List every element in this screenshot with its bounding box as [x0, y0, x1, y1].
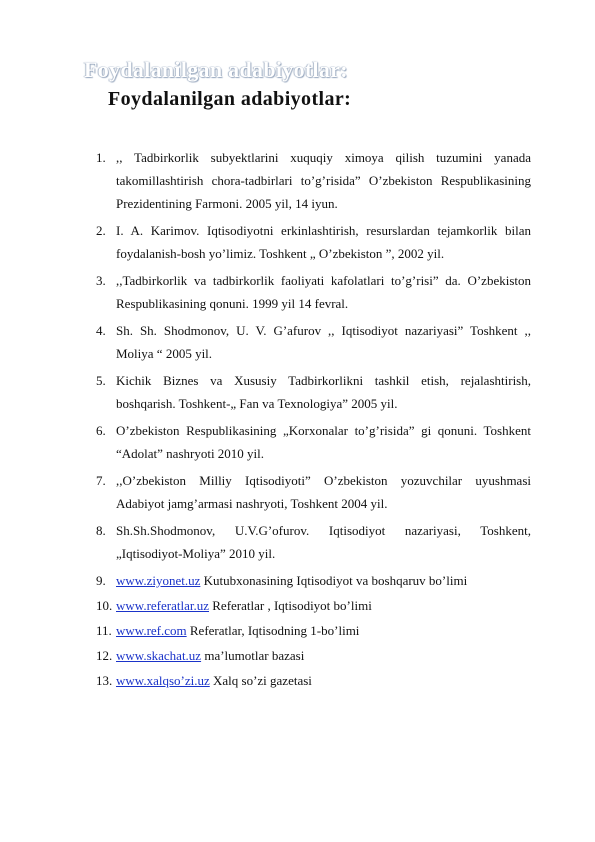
web-reference-item	[96, 669, 531, 692]
reference-text: Referatlar , Iqtisodiyot bo’limi	[209, 598, 372, 613]
reference-text: Referatlar, Iqtisodning 1-bo’limi	[186, 623, 360, 638]
reference-link[interactable]: www.ziyonet.uz	[116, 573, 201, 588]
reference-number: 13.	[96, 673, 113, 688]
reference-number: 6.	[96, 423, 106, 438]
reference-text: Sh. Sh. Shodmonov, U. V. G’afurov ,, Iqtisodiyot nazariyasi” Toshkent ,, Moliya “ 2005 yil.	[116, 323, 531, 361]
reference-number: 7.	[96, 473, 106, 488]
reference-item	[96, 319, 531, 365]
web-reference-item	[96, 619, 531, 642]
reference-link[interactable]: www.xalqso’zi.uz	[116, 673, 210, 688]
reference-text: ma’lumotlar bazasi	[201, 648, 305, 663]
reference-number: 10.	[96, 598, 113, 613]
reference-text: O’zbekiston Respublikasining „Korxonalar to’g’risida” gi qonuni. Toshkent “Adolat” nashryoti 2010 yil.	[116, 423, 531, 461]
web-reference-item	[96, 594, 531, 617]
reference-list	[96, 146, 531, 694]
reference-item	[96, 469, 531, 515]
reference-item	[96, 519, 531, 565]
reference-number: 2.	[96, 223, 106, 238]
reference-number: 5.	[96, 373, 106, 388]
reference-item	[96, 269, 531, 315]
reference-text: I. A. Karimov. Iqtisodiyotni erkinlashtirish, resurslardan tejamkorlik bilan foydalanish-bosh yo’limiz. Toshkent „ O’zbekiston ”, 2002 yil.	[116, 223, 531, 261]
reference-link[interactable]: www.ref.com	[116, 623, 187, 638]
reference-number: 3.	[96, 273, 106, 288]
decorative-heading-shadow: Foydalanilgan adabiyotlar:	[84, 57, 348, 82]
reference-number: 4.	[96, 323, 106, 338]
reference-text: ,,O’zbekiston Milliy Iqtisodiyoti” O’zbekiston yozuvchilar uyushmasi Adabiyot jamg’armasi nashryoti, Toshkent 2004 yil.	[116, 473, 531, 511]
reference-item	[96, 219, 531, 265]
reference-text: Xalq so’zi gazetasi	[209, 673, 312, 688]
reference-number: 9.	[96, 573, 106, 588]
reference-number: 12.	[96, 648, 113, 663]
reference-number: 11.	[96, 623, 112, 638]
reference-text: Kutubxonasining Iqtisodiyot va boshqaruv bo’limi	[200, 573, 468, 588]
reference-item	[96, 419, 531, 465]
reference-text: ,,Tadbirkorlik va tadbirkorlik faoliyati kafolatlari to’g’risi” da. O’zbekiston Respublikasining qonuni. 1999 yil 14 fevral.	[116, 273, 531, 311]
reference-link[interactable]: www.referatlar.uz	[116, 598, 209, 613]
web-reference-item	[96, 644, 531, 667]
reference-text: ,, Tadbirkorlik subyektlarini xuquqiy ximoya qilish tuzumini yanada takomillashtirish chora-tadbirlari to’g’risida” O’zbekiston Respublikasining Prezidentining Farmoni. 2005 yil, 14 iyun.	[116, 150, 531, 211]
web-reference-item	[96, 569, 531, 592]
reference-text: Kichik Biznes va Xususiy Tadbirkorlikni tashkil etish, rejalashtirish, boshqarish. Toshkent-„ Fan va Texnologiya” 2005 yil.	[116, 373, 531, 411]
page-title: Foydalanilgan adabiyotlar:	[108, 88, 352, 110]
reference-link[interactable]: www.skachat.uz	[116, 648, 202, 663]
reference-text: Sh.Sh.Shodmonov, U.V.G’ofurov. Iqtisodiyot nazariyasi, Toshkent, „Iqtisodiyot-Moliya” 2010 yil.	[116, 523, 531, 561]
reference-item	[96, 146, 531, 215]
reference-item	[96, 369, 531, 415]
reference-number: 8.	[96, 523, 106, 538]
reference-number: 1.	[96, 150, 106, 165]
